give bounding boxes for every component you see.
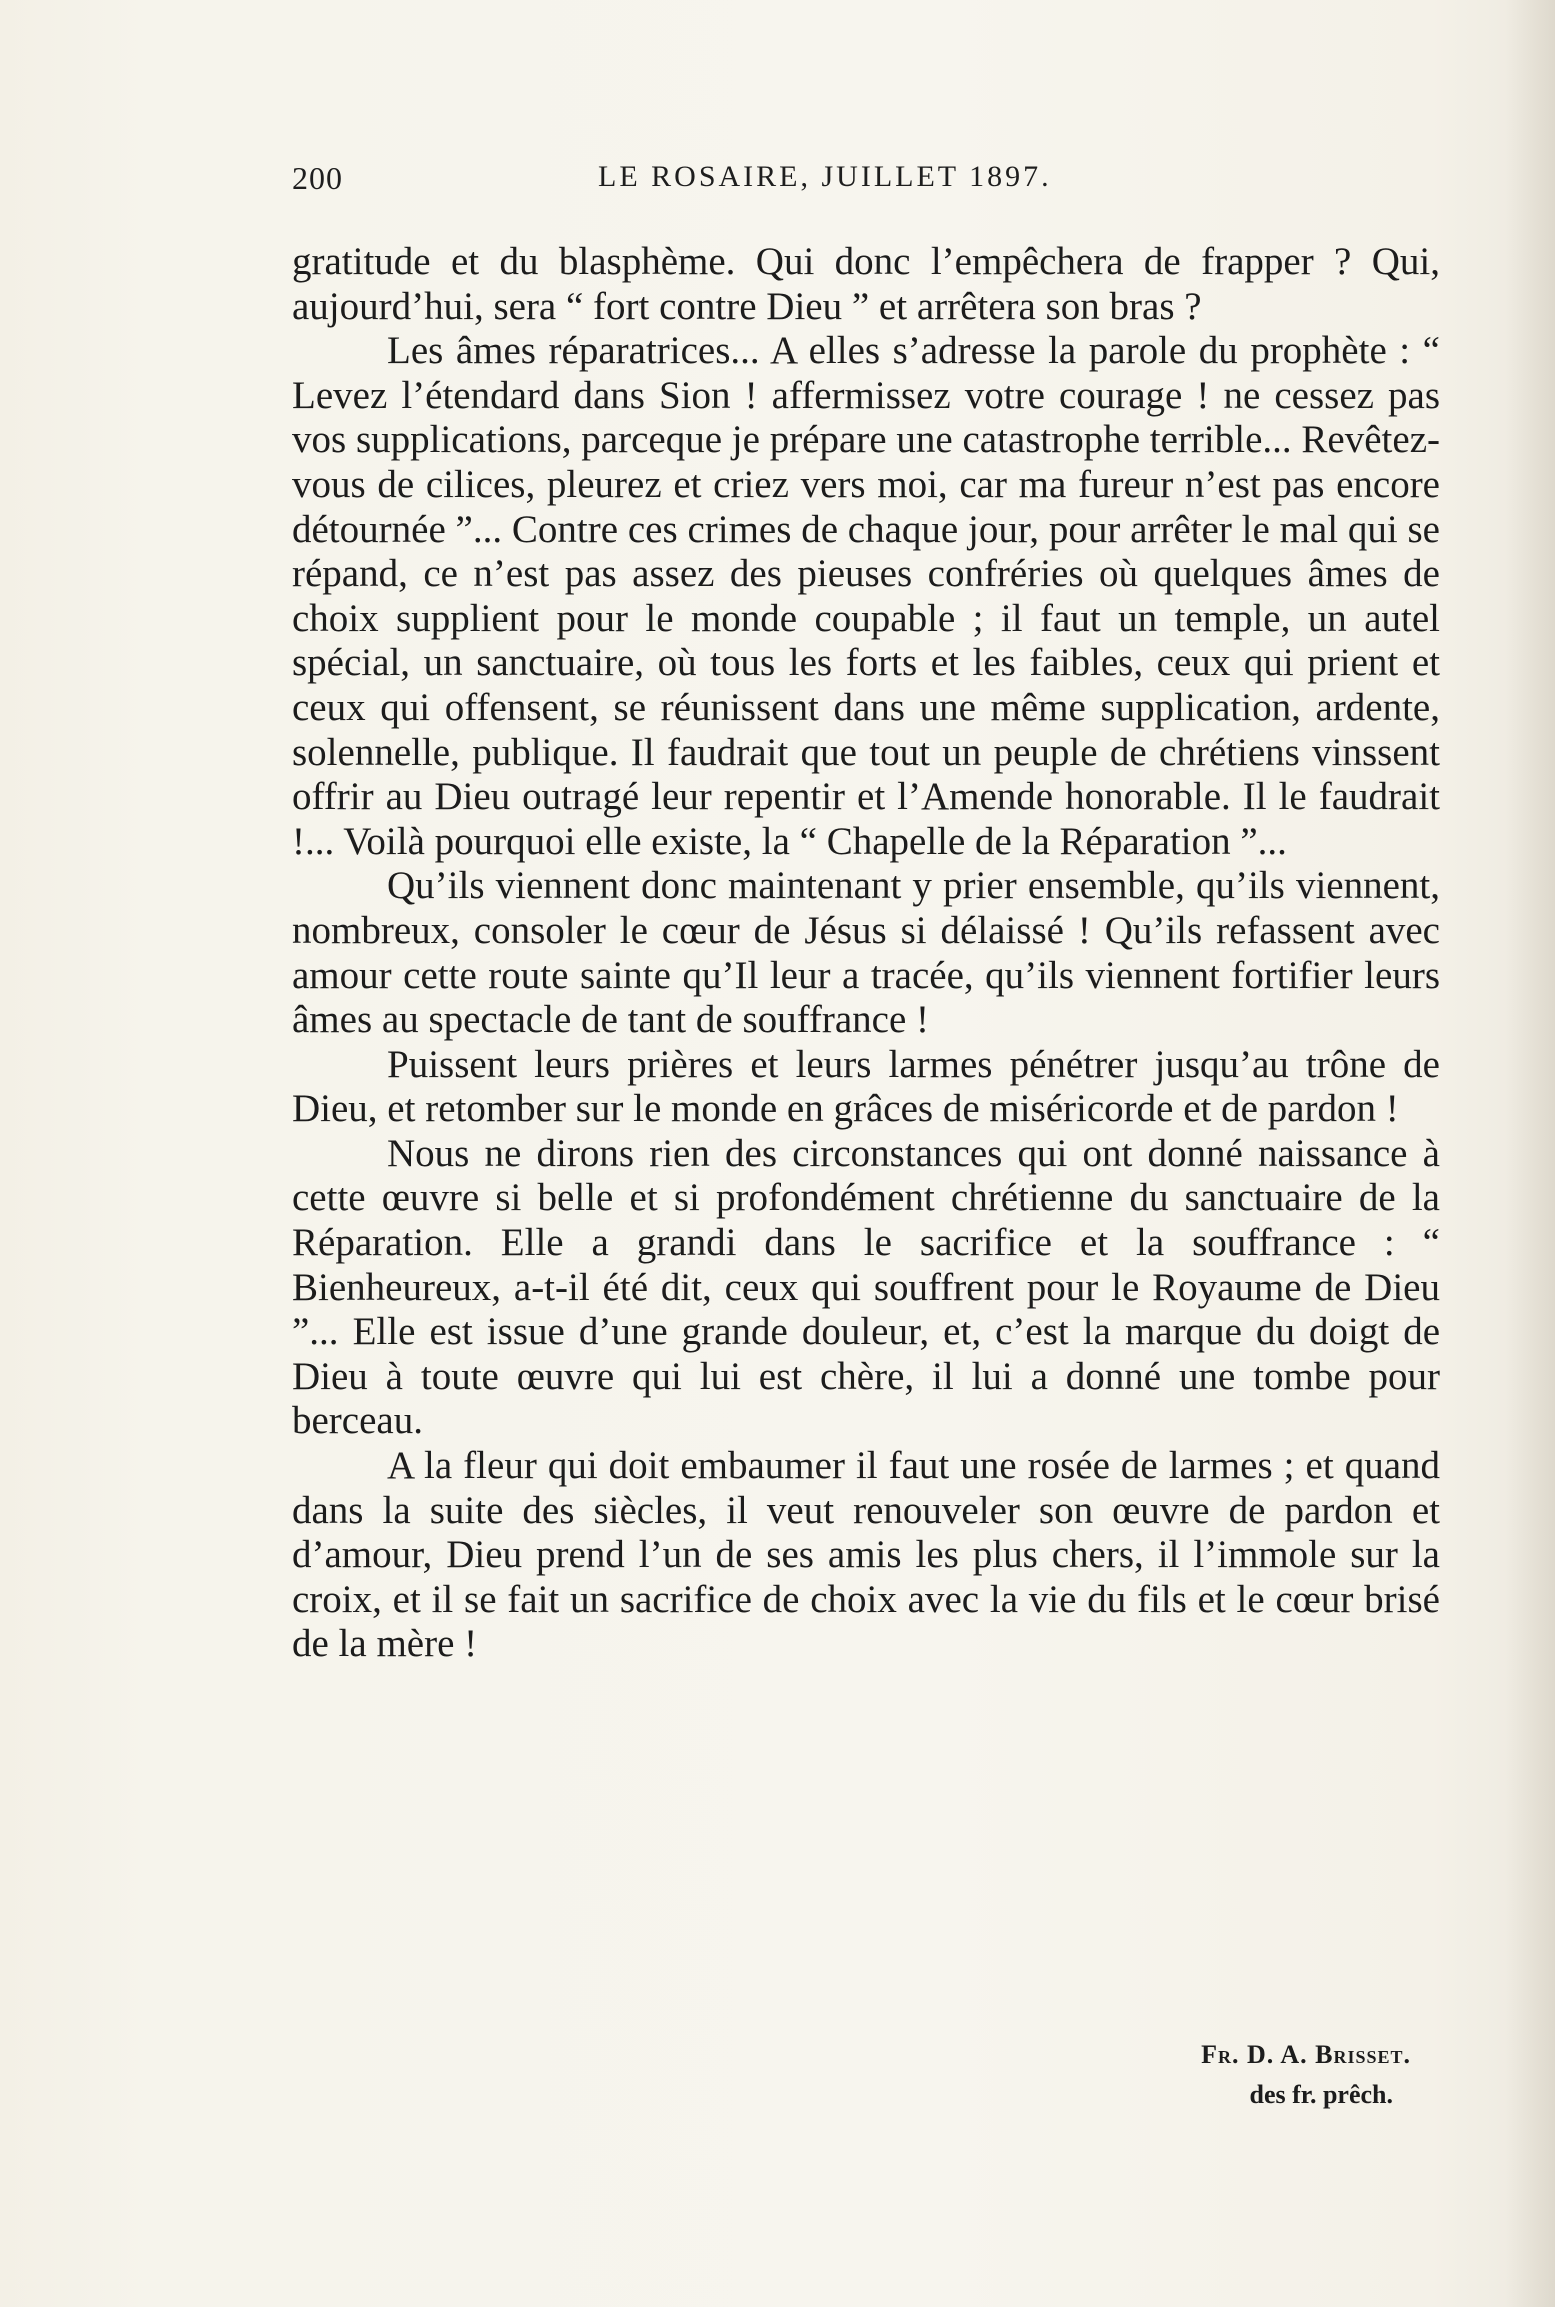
article-body [292,240,1440,1667]
running-title: LE ROSAIRE, JUILLET 1897. [598,160,1052,193]
paragraph-4: Puissent leurs prières et leurs larmes pénétrer jusqu’au trône de Dieu, et retomber sur le monde en grâces de miséricorde et de pardon ! [292,1042,1440,1131]
page-header [292,160,1440,200]
paragraph-5: Nous ne dirons rien des circonstances qui ont donné naissance à cette œuvre si belle et si profondément chrétienne du sanctuaire de la Réparation. Elle a grandi dans le sacrifice et la souffrance : “ Bienheureux, a-t-il été dit, ceux qui souffrent pour le Royaume de Dieu ”... Elle est issue d’une grande douleur, et, c’est la marque du doigt de Dieu à toute œuvre qui lui est chère, il lui a donné une tombe pour berceau. [292,1131,1440,1443]
paragraph-1: gratitude et du blasphème. Qui donc l’empêchera de frapper ? Qui, aujourd’hui, sera “ fort contre Dieu ” et arrêtera son bras ? [292,240,1440,328]
page-edge-shadow [1505,0,1555,2307]
author-order: des fr. prêch. [1249,2080,1393,2109]
paragraph-3: Qu’ils viennent donc maintenant y prier ensemble, qu’ils viennent, nombreux, consoler le cœur de Jésus si délaissé ! Qu’ils refassent avec amour cette route sainte qu’Il leur a tracée, qu’ils viennent fortifier leurs âmes au spectacle de tant de souffrance ! [292,864,1440,1042]
author-name: Fr. D. A. Brisset. [1201,2040,1411,2069]
paragraph-6: A la fleur qui doit embaumer il faut une rosée de larmes ; et quand dans la suite des siècles, il veut renouveler son œuvre de pardon et d’amour, Dieu prend l’un de ses amis les plus chers, il l’immole sur la croix, et il se fait un sacrifice de choix avec la vie du fils et le cœur brisé de la mère ! [292,1444,1440,1666]
page-number: 200 [292,160,343,196]
author-signature [1201,2035,1411,2115]
paragraph-2: Les âmes réparatrices... A elles s’adresse la parole du prophète : “ Levez l’étendard dans Sion ! affermissez votre courage ! ne cessez pas vos supplications, parceque je prépare une catastrophe terrible... Revêtez-vous de cilices, pleurez et criez vers moi, car ma fureur n’est pas encore détournée ”... Contre ces crimes de chaque jour, pour arrêter le mal qui se répand, ce n’est pas assez des pieuses confréries où quelques âmes de choix supplient pour le monde coupable ; il faut un temple, un autel spécial, un sanctuaire, où tous les forts et les faibles, ceux qui prient et ceux qui offensent, se réunissent dans une même supplication, ardente, solennelle, publique. Il faudrait que tout un peuple de chrétiens vinssent offrir au Dieu outragé leur repentir et l’Amende honorable. Il le faudrait !... Voilà pourquoi elle existe, la “ Chapelle de la Réparation ”... [292,329,1440,863]
